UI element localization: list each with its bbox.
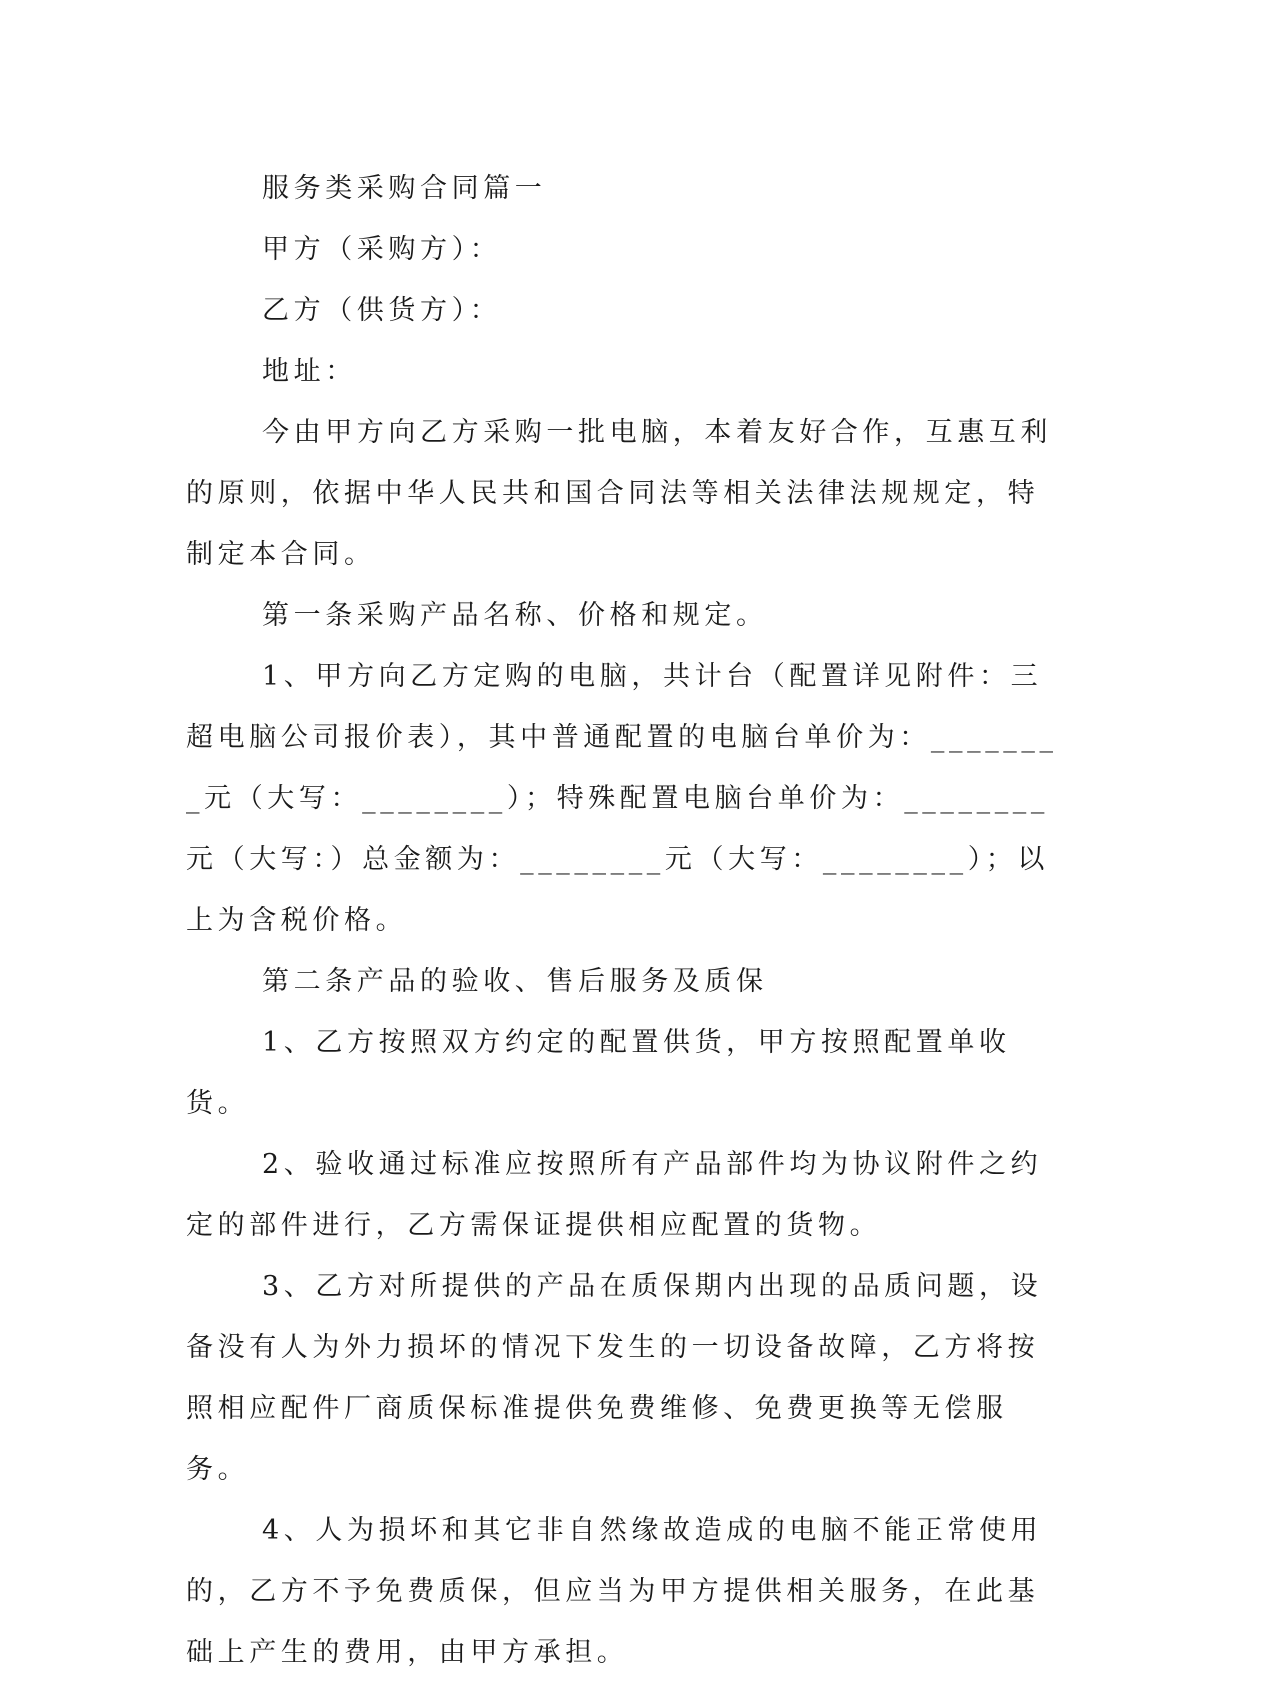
article-1-clause-1: 1、甲方向乙方定购的电脑，共计台（配置详见附件：三超电脑公司报价表），其中普通配置的电脑台单价为：________元（大写：________）；特殊配置电脑台单价为：________元（大写：）总金额为：________元（大写：________）；以上为含税价格。 — [186, 661, 1058, 936]
contract-title: 服务类采购合同篇一 — [262, 173, 547, 204]
address-line: 地址： — [262, 356, 357, 387]
document-body — [186, 158, 1058, 1683]
article-2-clause-2: 2、验收通过标准应按照所有产品部件均为协议附件之约定的部件进行，乙方需保证提供相应配置的货物。 — [186, 1149, 1043, 1241]
article-2-clause-1: 1、乙方按照双方约定的配置供货，甲方按照配置单收货。 — [186, 1027, 1011, 1119]
article-2-heading: 第二条产品的验收、售后服务及质保 — [262, 966, 768, 997]
preamble-paragraph: 今由甲方向乙方采购一批电脑，本着友好合作，互惠互利的原则，依据中华人民共和国合同法等相关法律法规规定，特制定本合同。 — [186, 417, 1052, 570]
party-a-line: 甲方（采购方）： — [262, 234, 502, 265]
party-b-line: 乙方（供货方）： — [262, 295, 502, 326]
article-1-heading: 第一条采购产品名称、价格和规定。 — [262, 600, 768, 631]
article-2-clause-4: 4、人为损坏和其它非自然缘故造成的电脑不能正常使用的，乙方不予免费质保，但应当为甲方提供相关服务，在此基础上产生的费用，由甲方承担。 — [186, 1515, 1043, 1668]
article-2-clause-3: 3、乙方对所提供的产品在质保期内出现的品质问题，设备没有人为外力损坏的情况下发生的一切设备故障，乙方将按照相应配件厂商质保标准提供免费维修、免费更换等无偿服务。 — [186, 1271, 1043, 1485]
